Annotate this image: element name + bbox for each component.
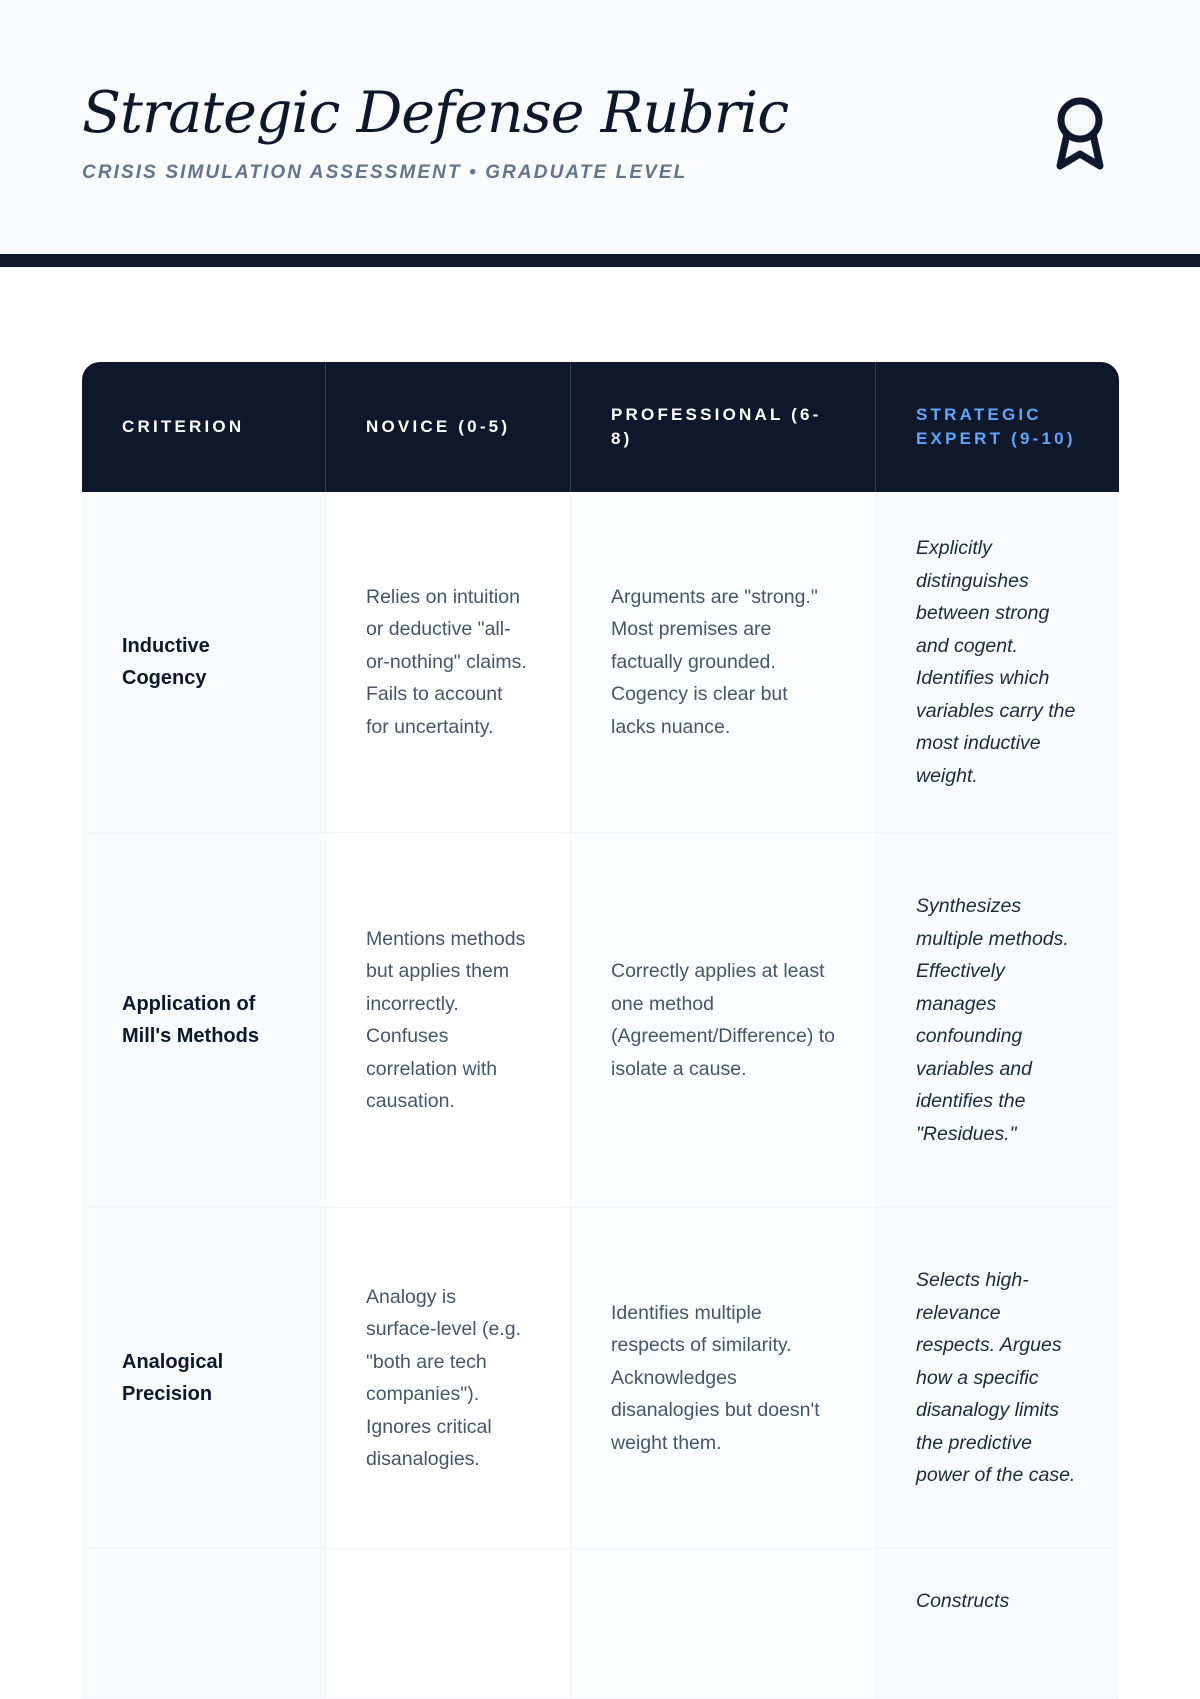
page-title: Strategic Defense Rubric bbox=[82, 80, 789, 146]
table-row bbox=[82, 492, 1119, 833]
table-row bbox=[82, 1208, 1119, 1549]
page-subtitle: CRISIS SIMULATION ASSESSMENT • GRADUATE LEVEL bbox=[82, 162, 688, 183]
expert-cell: Explicitly distinguishes between strong and cogent. Identifies which variables carry the most inductive weight. bbox=[876, 492, 1119, 833]
novice-cell bbox=[326, 1549, 571, 1699]
criterion-cell bbox=[82, 1549, 326, 1699]
rubric-table bbox=[82, 362, 1119, 1699]
page-header bbox=[0, 0, 1200, 267]
professional-cell: Identifies multiple respects of similarity. Acknowledges disanalogies but doesn't weight them. bbox=[571, 1208, 876, 1549]
column-header-criterion: CRITERION bbox=[82, 362, 326, 492]
novice-cell: Relies on intuition or deductive "all-or-nothing" claims. Fails to account for uncertainty. bbox=[326, 492, 571, 833]
professional-cell: Arguments are "strong." Most premises are factually grounded. Cogency is clear but lacks nuance. bbox=[571, 492, 876, 833]
novice-cell: Mentions methods but applies them incorrectly. Confuses correlation with causation. bbox=[326, 833, 571, 1208]
criterion-cell: Application of Mill's Methods bbox=[82, 833, 326, 1208]
expert-cell: Constructs bbox=[876, 1549, 1119, 1699]
expert-cell: Selects high-relevance respects. Argues how a specific disanalogy limits the predictive power of the case. bbox=[876, 1208, 1119, 1549]
professional-cell bbox=[571, 1549, 876, 1699]
column-header-novice: NOVICE (0-5) bbox=[326, 362, 571, 492]
table-row bbox=[82, 833, 1119, 1208]
professional-cell: Correctly applies at least one method (Agreement/Difference) to isolate a cause. bbox=[571, 833, 876, 1208]
rubric-header-row bbox=[82, 362, 1119, 492]
award-ribbon-icon bbox=[1050, 94, 1110, 174]
novice-cell: Analogy is surface-level (e.g. "both are tech companies"). Ignores critical disanalogies. bbox=[326, 1208, 571, 1549]
criterion-cell: Analogical Precision bbox=[82, 1208, 326, 1549]
table-row bbox=[82, 1549, 1119, 1699]
column-header-expert: STRATEGIC EXPERT (9-10) bbox=[876, 362, 1119, 492]
criterion-cell: Inductive Cogency bbox=[82, 492, 326, 833]
expert-cell: Synthesizes multiple methods. Effectively manages confounding variables and identifies the "Residues." bbox=[876, 833, 1119, 1208]
column-header-professional: PROFESSIONAL (6-8) bbox=[571, 362, 876, 492]
